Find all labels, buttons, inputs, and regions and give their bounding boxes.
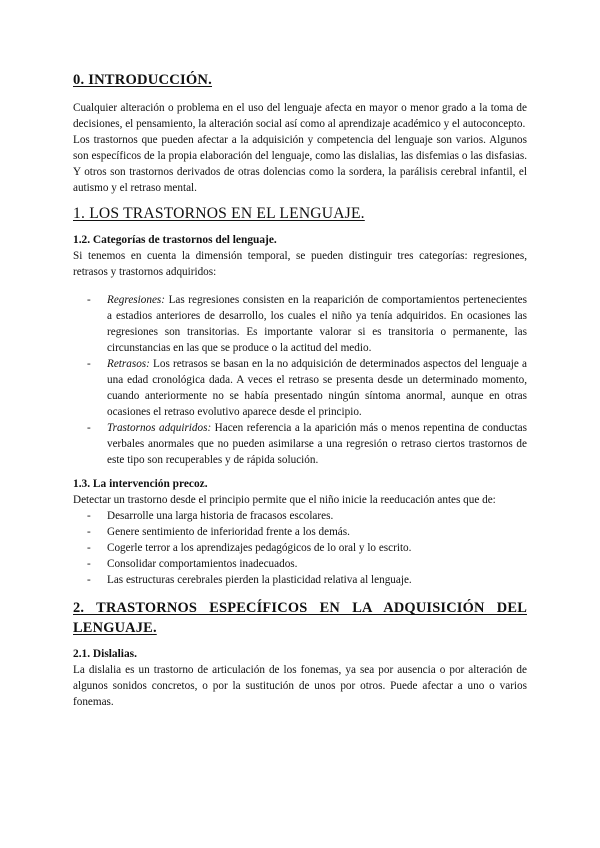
- categories-list: [73, 292, 527, 468]
- list-item-text: Cogerle terror a los aprendizajes pedagógicos de lo oral y lo escrito.: [107, 542, 412, 554]
- list-dash: -: [87, 526, 91, 538]
- intro-paragraph-2: Los trastornos que pueden afectar a la adquisición y competencia del lenguaje son varios. Algunos son específicos de la propia elaboración del lenguaje, como las dislalias, las disfemias o las disfasias. Y otros son trastornos derivados de otras dolencias como la sordera, la parálisis cerebral infantil, el autismo y el retraso mental.: [73, 134, 527, 194]
- intervention-list: [73, 508, 527, 588]
- list-item-term: Retrasos:: [107, 358, 150, 370]
- list-item: [87, 572, 527, 588]
- list-dash: -: [87, 558, 91, 570]
- list-item-text: Consolidar comportamientos inadecuados.: [107, 558, 298, 570]
- section-2-heading-line-2: LENGUAJE.: [73, 620, 157, 636]
- section-1-heading: 1. LOS TRASTORNOS EN EL LENGUAJE.: [73, 205, 365, 222]
- list-item-text: Desarrolle una larga historia de fracasos escolares.: [107, 510, 334, 522]
- list-dash: -: [87, 574, 91, 586]
- document-page: [73, 70, 527, 710]
- list-item-term: Trastornos adquiridos:: [107, 422, 212, 434]
- list-item: [87, 356, 527, 420]
- intro-heading: 0. INTRODUCCIÓN.: [73, 72, 213, 88]
- list-item-text: Los retrasos se basan en la no adquisición de determinados aspectos del lenguaje a una edad cronológica dada. A veces el retraso se presenta desde un determinado momento, cuando anteriormente no se había presentado ningún síntoma anormal, aunque en otras ocasiones el retraso evolutivo aparece desde el principio.: [107, 358, 527, 418]
- list-item-text: Las estructuras cerebrales pierden la plasticidad relativa al lenguaje.: [107, 574, 412, 586]
- list-dash: -: [87, 358, 91, 370]
- section-1-3-heading: 1.3. La intervención precoz.: [73, 478, 208, 490]
- list-item-text: Genere sentimiento de inferioridad frente a los demás.: [107, 526, 350, 538]
- list-item: [87, 524, 527, 540]
- list-item: [87, 420, 527, 468]
- list-dash: -: [87, 422, 91, 434]
- intro-paragraph-1: Cualquier alteración o problema en el uso del lenguaje afecta en mayor o menor grado a la toma de decisiones, el pensamiento, la alteración social así como al aprendizaje académico y el autoconcepto.: [73, 102, 527, 130]
- section-2-1-heading: 2.1. Dislalias.: [73, 648, 137, 660]
- list-item-term: Regresiones:: [107, 294, 165, 306]
- list-dash: -: [87, 510, 91, 522]
- section-2-heading: [73, 598, 527, 638]
- list-item: [87, 508, 527, 524]
- list-item: [87, 556, 527, 572]
- section-1-2-heading: 1.2. Categorías de trastornos del lenguaje.: [73, 234, 277, 246]
- list-item: [87, 540, 527, 556]
- list-item: [87, 292, 527, 356]
- list-dash: -: [87, 294, 91, 306]
- list-item-text: Hacen referencia a la aparición más o menos repentina de conductas verbales anormales que no pueden asimilarse a una regresión o retraso ciertos trastornos de este tipo son recuperables y de rápida solución.: [107, 422, 528, 466]
- section-1-3-intro: Detectar un trastorno desde el principio permite que el niño inicie la reeducación antes que de:: [73, 494, 496, 506]
- section-2-1-text: La dislalia es un trastorno de articulación de los fonemas, ya sea por ausencia o por alteración de algunos sonidos concretos, o por la sustitución de unos por otros. Puede afectar a uno o varios fonemas.: [73, 664, 527, 708]
- list-item-text: Las regresiones consisten en la reaparición de comportamientos pertenecientes a estadios anteriores de desarrollo, los cuales el niño ya tenía adquiridos. En ocasiones las regresiones son transitorias. Es importante valorar si es transitoria o permanente, las circunstancias en las que se produce o la actitud del medio.: [107, 294, 527, 354]
- section-1-2-intro: Si tenemos en cuenta la dimensión temporal, se pueden distinguir tres categorías: regresiones, retrasos y trastornos adquiridos:: [73, 250, 527, 278]
- section-2-heading-line-1: 2. TRASTORNOS ESPECÍFICOS EN LA ADQUISICIÓN DEL: [73, 600, 527, 616]
- list-dash: -: [87, 542, 91, 554]
